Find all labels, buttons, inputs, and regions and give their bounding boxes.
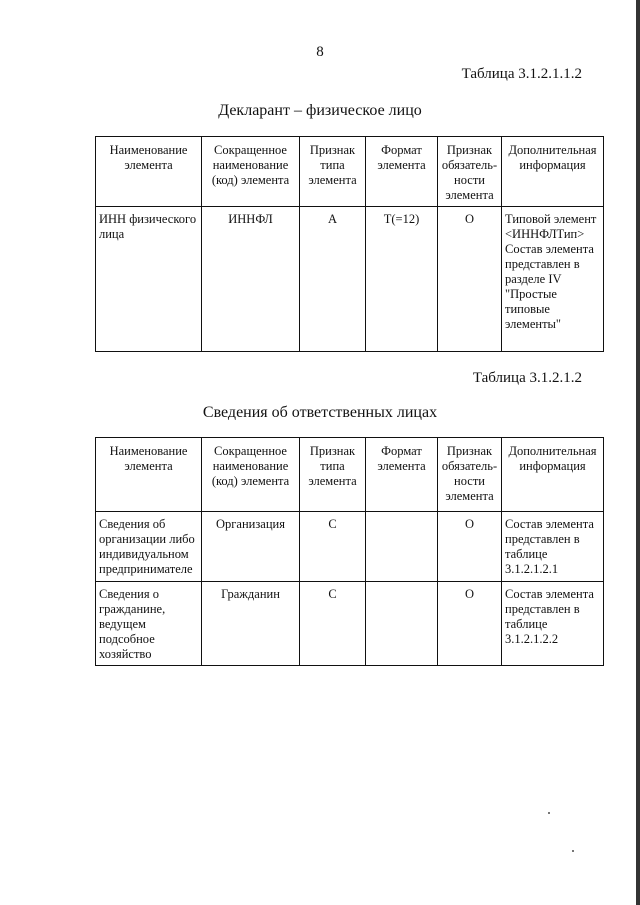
cell-required: О: [438, 512, 502, 582]
header-code: Сокращенное наименование (код) элемента: [202, 438, 300, 512]
cell-required: О: [438, 207, 502, 352]
table-1-header-row: [96, 137, 604, 207]
table-1-id: Таблица 3.1.2.1.1.2: [461, 66, 582, 82]
header-type: Признак типа элемента: [300, 438, 366, 512]
header-type: Признак типа элемента: [300, 137, 366, 207]
page-number: 8: [316, 44, 324, 60]
cell-code: Организация: [202, 512, 300, 582]
cell-code: Гражданин: [202, 582, 300, 666]
table-2-header-row: [96, 438, 604, 512]
table-row: [96, 512, 604, 582]
scan-edge: [636, 0, 640, 905]
header-info: Дополнительная информация: [502, 438, 604, 512]
header-required: Признак обязатель-ности элемента: [438, 137, 502, 207]
cell-format: [366, 512, 438, 582]
cell-code: ИННФЛ: [202, 207, 300, 352]
table-2: [95, 437, 604, 666]
cell-type: С: [300, 582, 366, 666]
cell-type: А: [300, 207, 366, 352]
header-format: Формат элемента: [366, 438, 438, 512]
header-format: Формат элемента: [366, 137, 438, 207]
header-code: Сокращенное наименование (код) элемента: [202, 137, 300, 207]
cell-name: Сведения о гражданине, ведущем подсобное хозяйство: [96, 582, 202, 666]
cell-info: Состав элемента представлен в таблице 3.1.2.1.2.2: [502, 582, 604, 666]
scan-speck: [548, 812, 550, 814]
table-1: [95, 136, 604, 352]
table-2-title: Сведения об ответственных лицах: [202, 404, 438, 421]
cell-format: Т(=12): [366, 207, 438, 352]
cell-name: ИНН физического лица: [96, 207, 202, 352]
table-row: [96, 582, 604, 666]
table-1-title: Декларант – физическое лицо: [218, 102, 422, 119]
table-row: [96, 207, 604, 352]
cell-type: С: [300, 512, 366, 582]
cell-info: Типовой элемент <ИННФЛТип> Состав элемента представлен в разделе IV "Простые типовые элементы": [502, 207, 604, 352]
cell-format: [366, 582, 438, 666]
header-info: Дополнительная информация: [502, 137, 604, 207]
header-name: Наименование элемента: [96, 438, 202, 512]
cell-name: Сведения об организации либо индивидуальном предпринимателе: [96, 512, 202, 582]
scan-speck: [572, 850, 574, 852]
cell-required: О: [438, 582, 502, 666]
header-name: Наименование элемента: [96, 137, 202, 207]
header-required: Признак обязатель-ности элемента: [438, 438, 502, 512]
cell-info: Состав элемента представлен в таблице 3.1.2.1.2.1: [502, 512, 604, 582]
table-2-id: Таблица 3.1.2.1.2: [472, 370, 582, 386]
